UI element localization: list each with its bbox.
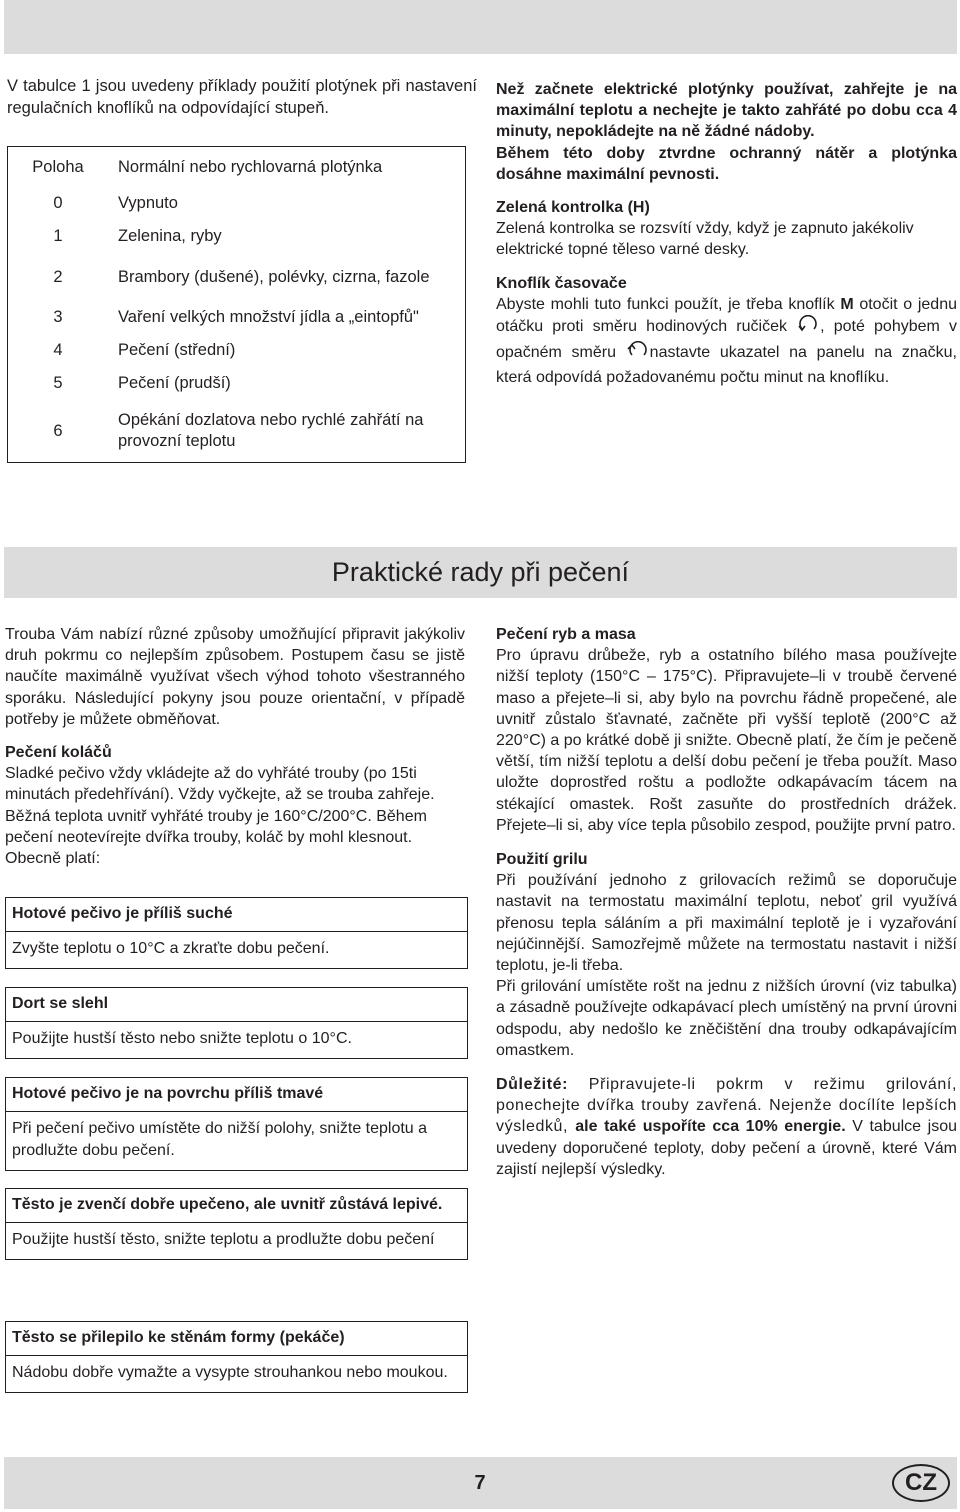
tip-box [5, 987, 468, 1059]
description-cell: Vaření velkých množství jídla a „eintopfů" [118, 308, 419, 326]
tip-solution: Nádobu dobře vymažte a vysypte strouhankou nebo moukou. [12, 1364, 448, 1381]
position-cell: 0 [53, 194, 63, 212]
header-position: Poloha [32, 157, 84, 176]
tip-box [5, 1077, 468, 1171]
timer-text-3: , poté pohybem v opačném směru [496, 318, 957, 362]
description-cell: Brambory (dušené), polévky, cizrna, fazole [118, 267, 430, 286]
table-header-row [8, 147, 466, 188]
timer-text-4: nastavte ukazatel na panelu na značku, která odpovídá požadovanému počtu minut na knoflíku. [496, 344, 957, 387]
grill-text-2: Při grilování umístěte rošt na jednu z nižších úrovní (viz tabulka) a zásadně používejte odkapávací plech umístěný na první úrovni odspodu, aby nedošlo ke zněčištění dna trouby odkapávajícím omastkem. [496, 978, 957, 1059]
table-row [8, 334, 466, 367]
page-number: 7 [474, 1472, 486, 1494]
position-cell: 5 [53, 374, 63, 392]
section-title: Praktické rady při pečení [331, 557, 630, 587]
fish-meat-title: Pečení ryb a masa [496, 626, 636, 643]
tip-box [5, 1321, 468, 1393]
description-cell: Pečení (střední) [118, 341, 236, 359]
tip-box [5, 1188, 468, 1260]
table-row [8, 301, 466, 334]
description-cell: Vypnuto [118, 194, 178, 212]
table-row [8, 367, 466, 400]
intro-left-text: V tabulce 1 jsou uvedeny příklady použití plotýnek při nastavení regulačních knoflíků na odpovídající stupeň. [7, 77, 477, 117]
tip-solution: Použijte hustší těsto, snižte teplotu a prodlužte dobu pečení [12, 1231, 435, 1248]
important-bold: ale také uspoříte cca 10% energie. [575, 1118, 846, 1136]
position-cell: 6 [53, 421, 63, 440]
timer-key: M [840, 295, 854, 313]
intro-left [7, 75, 477, 119]
green-light-title: Zelená kontrolka (H) [496, 199, 650, 217]
important-note [496, 1074, 957, 1180]
description-cell: Opékání dozlatova nebo rychlé zahřátí na provozní teplotu [118, 411, 424, 450]
right-bottom-column [496, 624, 957, 1180]
counterclockwise-arrow-icon [796, 315, 820, 341]
tip-problem: Těsto je zvenčí dobře upečeno, ale uvnitř zůstává lepivé. [6, 1189, 467, 1223]
position-cell: 4 [53, 341, 63, 359]
green-light-text: Zelená kontrolka se rozsvítí vždy, když je zapnuto jakékoliv elektrické topné těleso varné desky. [496, 220, 914, 259]
clockwise-arrow-icon [626, 341, 650, 367]
table-row [8, 187, 466, 220]
timer-text-2: otočit o jednu otáčku proti směru hodinových ručiček [496, 295, 957, 336]
tip-solution: Při pečení pečivo umístěte do nižší polohy, snižte teplotu a prodlužte dobu pečení. [12, 1120, 428, 1159]
timer-knob-text [496, 294, 957, 389]
language-badge: CZ [892, 1464, 950, 1502]
timer-knob-title: Knoflík časovače [496, 274, 627, 292]
tip-box [5, 897, 468, 969]
tip-problem: Hotové pečivo je na povrchu příliš tmavé [6, 1078, 467, 1112]
tip-problem: Hotové pečivo je příliš suché [6, 898, 467, 932]
header-band [4, 0, 957, 54]
description-cell: Zelenina, ryby [118, 227, 222, 245]
tip-solution: Zvyšte teplotu o 10°C a zkraťte dobu pečení. [12, 940, 330, 957]
timer-text-1: Abyste mohli tuto funkci použít, je třeba knoflík [496, 295, 835, 313]
oven-intro-text: Trouba Vám nabízí různé způsoby umožňující připravit jakýkoliv druh pokrmu co nejlepším způsobem. Postupem času se jistě naučíte maximálně využívat všech výhod tohoto všestranného sporáku. Následující pokyny jsou pouze orientační, v případě potřeby je můžete obměňovat. [5, 626, 465, 728]
header-description: Normální nebo rychlovarná plotýnka [118, 157, 383, 176]
table-row [8, 220, 466, 253]
important-label: Důležité: [496, 1076, 569, 1094]
grill-text-1: Při používání jednoho z grilovacích režimů se doporučuje nastavit na termostatu maximální teplotu, neboť gril využívá přenosu tepla sáláním a při maximální teplotě je i vyzařování nejúčinnější. Samozřejmě můžete na termostatu nastavit i nižší teplotu, je-li třeba. [496, 872, 957, 975]
position-cell: 2 [53, 267, 63, 286]
table-row [8, 253, 466, 301]
position-cell: 1 [53, 227, 63, 245]
tip-problem: Dort se slehl [6, 988, 467, 1022]
table-row [8, 400, 466, 463]
fish-meat-text: Pro úpravu drůbeže, ryb a ostatního bílého masa používejte nižší teploty (150°C – 175°C). Připravujete–li v troubě červené maso a přejete–li si, aby bylo na povrchu řádně propečené, ale uvnitř zůstalo šťavnaté, začněte při vyšší teplotě (200°C až 220°C) a po krátké době ji snižte. Obecně platí, že čím je pečeně větší, tím nižší teplotu a delší dobu pečení je třeba použít. Maso uložte doprostřed roštu a podložte odkapávacím tácem na stékající omastek. Rošt zasuňte do prostředních drážek. Přejete–li si, aby více tepla působilo zespod, použijte první patro. [496, 647, 957, 834]
left-bottom-column [5, 624, 465, 869]
position-cell: 3 [53, 308, 63, 326]
important-text-2: V tabulce jsou uvedeny doporučené teploty, doby pečení a úrovně, které Vám zajistí nejlepší výsledky. [496, 1118, 958, 1178]
description-cell: Pečení (prudší) [118, 374, 231, 392]
warmup-warning: Než začnete elektrické plotýnky používat, zahřejte je na maximální teplotu a nechejte je takto zahřáté po dobu cca 4 minuty, nepokládejte na ně žádné nádoby. [496, 81, 957, 141]
grill-title: Použití grilu [496, 851, 588, 869]
tip-problem: Těsto se přilepilo ke stěnám formy (pekáče) [6, 1322, 467, 1356]
important-text-1: Připravujete-li pokrm v režimu grilování, ponechejte dvířka trouby zavřená. Nejenže docílíte lepších výsledků, [496, 1076, 957, 1136]
heat-settings-table [7, 146, 466, 463]
tip-solution: Použijte hustší těsto nebo snižte teplotu o 10°C. [12, 1030, 352, 1047]
cakes-text: Sladké pečivo vždy vkládejte až do vyhřáté trouby (po 15ti minutách předehřívání). Vždy vyčkejte, až se trouba zahřeje. Běžná teplota uvnitř vyhřáté trouby je 160°C/200°C. Během pečení neotevírejte dvířka trouby, koláč by mohl klesnout. Obecně platí: [5, 765, 435, 868]
right-top-column [496, 79, 957, 389]
cakes-title: Pečení koláčů [5, 744, 112, 762]
warmup-warning-2: Během této doby ztvrdne ochranný nátěr a plotýnka dosáhne maximální pevnosti. [496, 144, 957, 183]
